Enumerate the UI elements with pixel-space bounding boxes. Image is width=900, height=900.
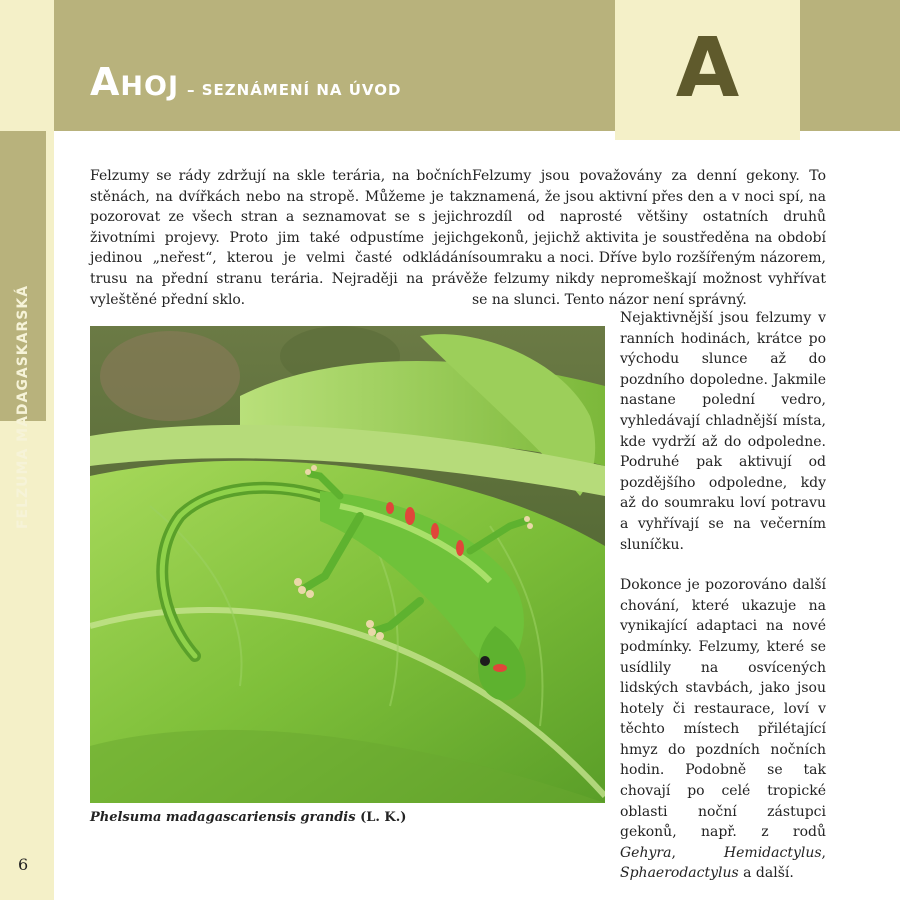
paragraph: Felzumy jsou považovány za denní gekony. To znamená, že jsou aktivní přes den a v noci spí, na rozdíl od naprosté většiny ostatních druhů gekonů, jejichž aktivita je soustředěna na období soumraku a noci. Dříve bylo rozšířeným názorem, že felzumy nikdy nepromeškají možnost vyhřívat se na slunci. Tento názor není správný.	[472, 168, 826, 308]
text-column-left	[90, 166, 472, 310]
page-title	[90, 60, 401, 104]
chapter-letter-box	[615, 0, 800, 140]
genus-name: Sphaerodactylus	[620, 865, 739, 882]
page-number: 6	[18, 855, 29, 874]
genus-name: Gehyra	[620, 844, 672, 861]
side-band	[0, 131, 46, 530]
separator: ,	[821, 844, 826, 861]
photo-caption	[90, 810, 406, 825]
page-title-main: Ahoj	[90, 60, 180, 104]
gecko-eye	[480, 656, 490, 666]
caption-credit: (L. K.)	[355, 810, 407, 825]
page-title-sub: – SEZNÁMENÍ NA ÚVOD	[187, 81, 402, 99]
caption-species: Phelsuma madagascariensis grandis	[90, 810, 356, 825]
chapter-letter: A	[675, 21, 740, 116]
text-column-narrow	[620, 308, 826, 884]
paragraph-text: a další.	[738, 865, 794, 882]
gecko-photo	[90, 326, 605, 803]
paragraph: Felzumy se rády zdržují na skle terária, na bočních stěnách, na dvířkách nebo na stropě. Můžeme je tak pozorovat ze všech stran a seznamovat se s jejich životními projevy. Proto jim také odpustíme jejich jedinou „neřest“, kterou je velmi časté odkládání trusu na přední stranu terária. Nejraději na právě vyleštěné přední sklo.	[90, 168, 472, 308]
genus-name: Hemidactylus	[723, 844, 822, 861]
paragraph: Nejaktivnější jsou felzumy v ranních hodinách, krátce po východu slunce až do pozdního dopoledne. Jakmile nastane polední vedro, vyhledávají chladnější místa, kde vydrží až do odpoledne. Podruhé pak aktivují od pozdějšího odpoledne, kdy až do soumraku loví potravu a vyhřívají se na večerním sluníčku.	[620, 310, 826, 553]
separator: ,	[671, 844, 724, 861]
running-title: FELZUMA MADAGASKARSKÁ	[15, 284, 31, 530]
text-column-right	[472, 166, 826, 310]
paragraph-text: Dokonce je pozorováno další chování, které ukazuje na vynikající adaptaci na nové podmínky. Felzumy, které se usídlily na osvícených lidských stavbách, jako jsou hotely či restaurace, loví v těchto místech přilétající hmyz do pozdních nočních hodin. Podobně se tak chovají po celé tropické oblasti noční zástupci gekonů, např. z rodů	[620, 577, 826, 841]
paragraph	[620, 575, 826, 884]
